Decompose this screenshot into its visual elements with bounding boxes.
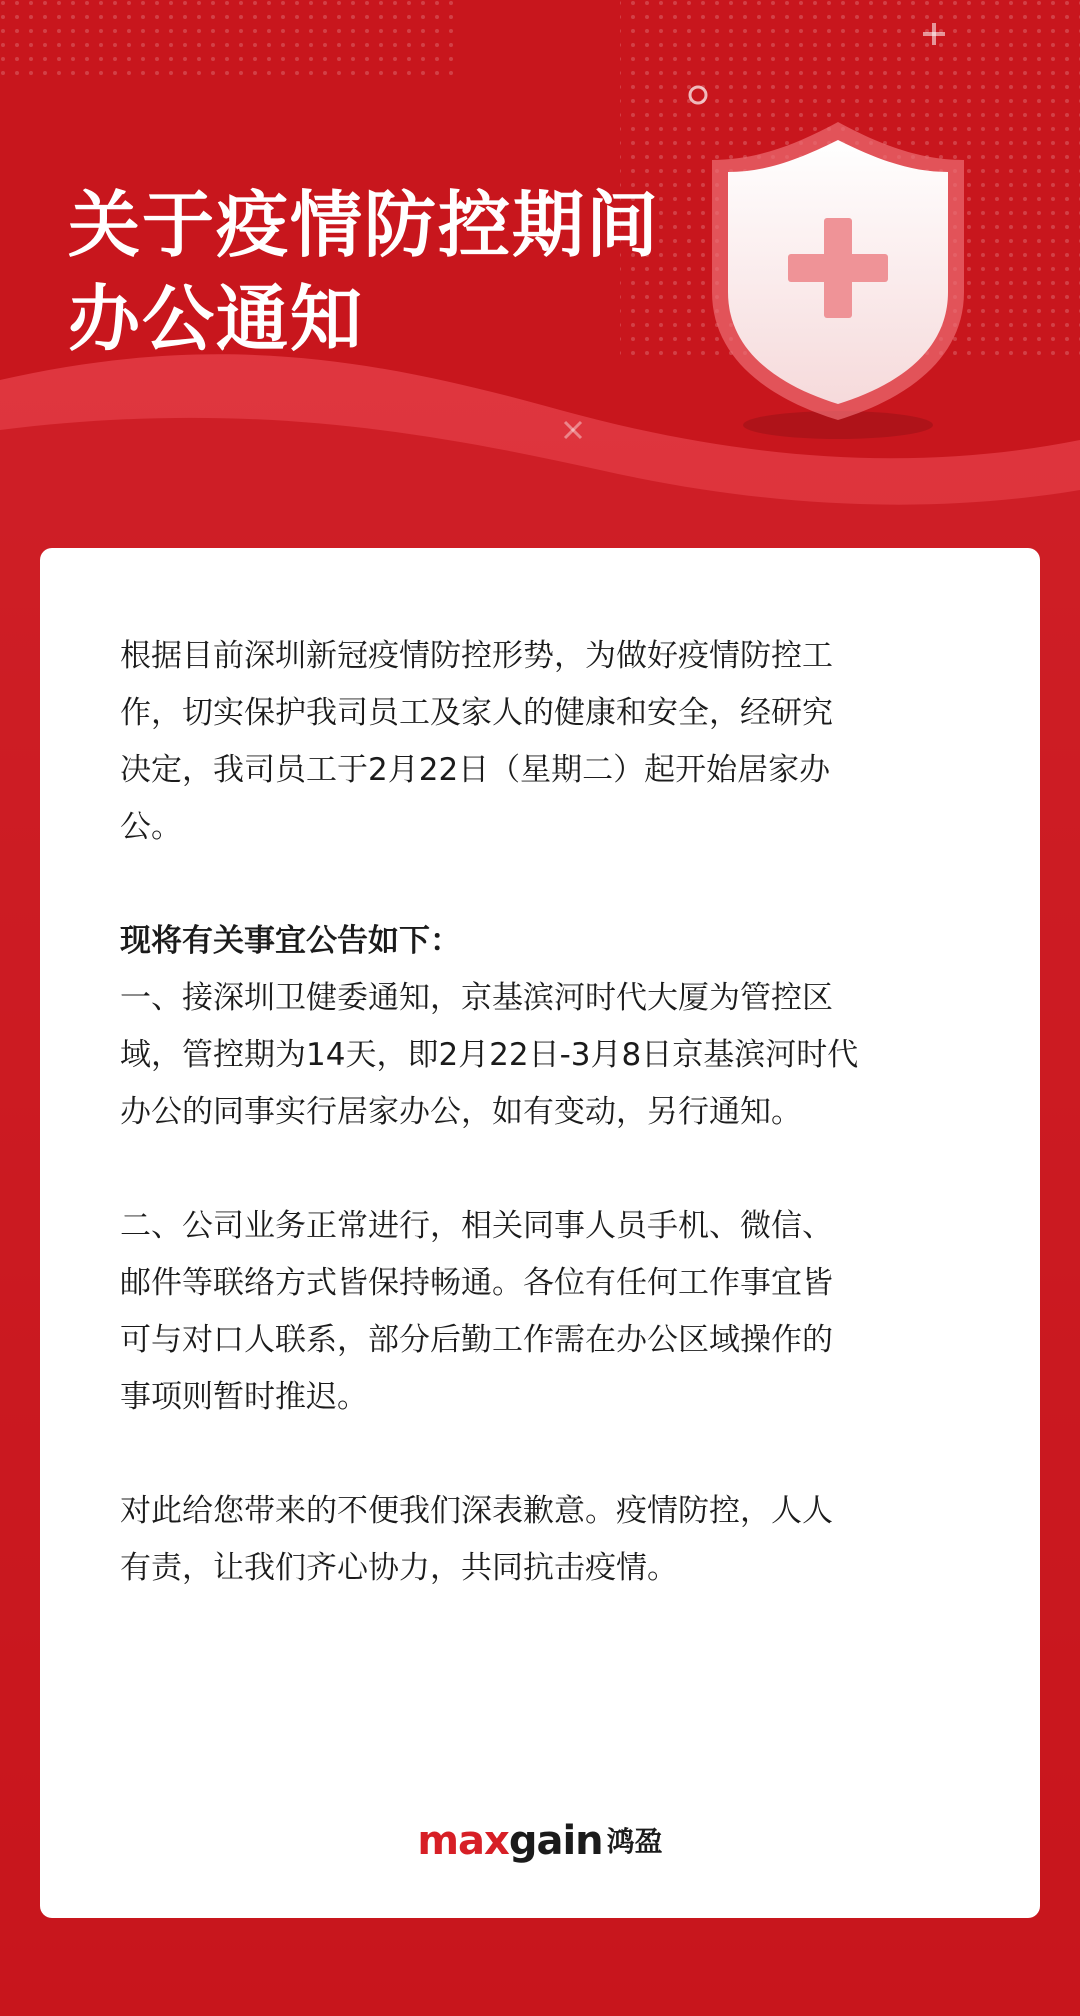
logo-latin-accent: max — [417, 1818, 509, 1864]
title-line: 关于疫情防控期间 — [68, 183, 661, 267]
notice-body — [120, 628, 980, 1597]
text-line: 域，管控期为14天，即2月22日-3月8日京基滨河时代 — [120, 1037, 859, 1073]
logo-latin-rest: gain — [508, 1818, 603, 1864]
text-line: 办公的同事实行居家办公，如有变动，另行通知。 — [120, 1094, 802, 1130]
text-line: 有责，让我们齐心协力，共同抗击疫情。 — [120, 1550, 678, 1586]
announce-heading: 现将有关事宜公告如下： — [120, 923, 461, 959]
notice-card — [40, 548, 1040, 1918]
text-line: 二、公司业务正常进行，相关同事人员手机、微信、 — [120, 1208, 833, 1244]
item-1 — [120, 970, 980, 1141]
text-line: 邮件等联络方式皆保持畅通。各位有任何工作事宜皆 — [120, 1265, 833, 1301]
dot-pattern — [0, 0, 460, 80]
text-line: 根据目前深圳新冠疫情防控形势，为做好疫情防控工 — [120, 638, 833, 674]
text-line: 一、接深圳卫健委通知，京基滨河时代大厦为管控区 — [120, 980, 833, 1016]
closing-paragraph — [120, 1483, 980, 1597]
text-line: 决定，我司员工于2月22日（星期二）起开始居家办 — [120, 752, 831, 788]
text-line: 作，切实保护我司员工及家人的健康和安全，经研究 — [120, 695, 833, 731]
text-line: 公。 — [120, 809, 182, 845]
logo-chinese: 鸿盈 — [606, 1825, 663, 1858]
item-2 — [120, 1198, 980, 1426]
text-line: 事项则暂时推迟。 — [120, 1379, 368, 1415]
intro-paragraph — [120, 628, 980, 856]
title-line: 办公通知 — [68, 277, 365, 361]
maxgain-logo — [40, 1818, 1040, 1864]
text-line: 可与对口人联系，部分后勤工作需在办公区域操作的 — [120, 1322, 833, 1358]
text-line: 对此给您带来的不便我们深表歉意。疫情防控，人人 — [120, 1493, 833, 1529]
logo-latin — [417, 1818, 602, 1864]
page-title — [68, 178, 660, 366]
